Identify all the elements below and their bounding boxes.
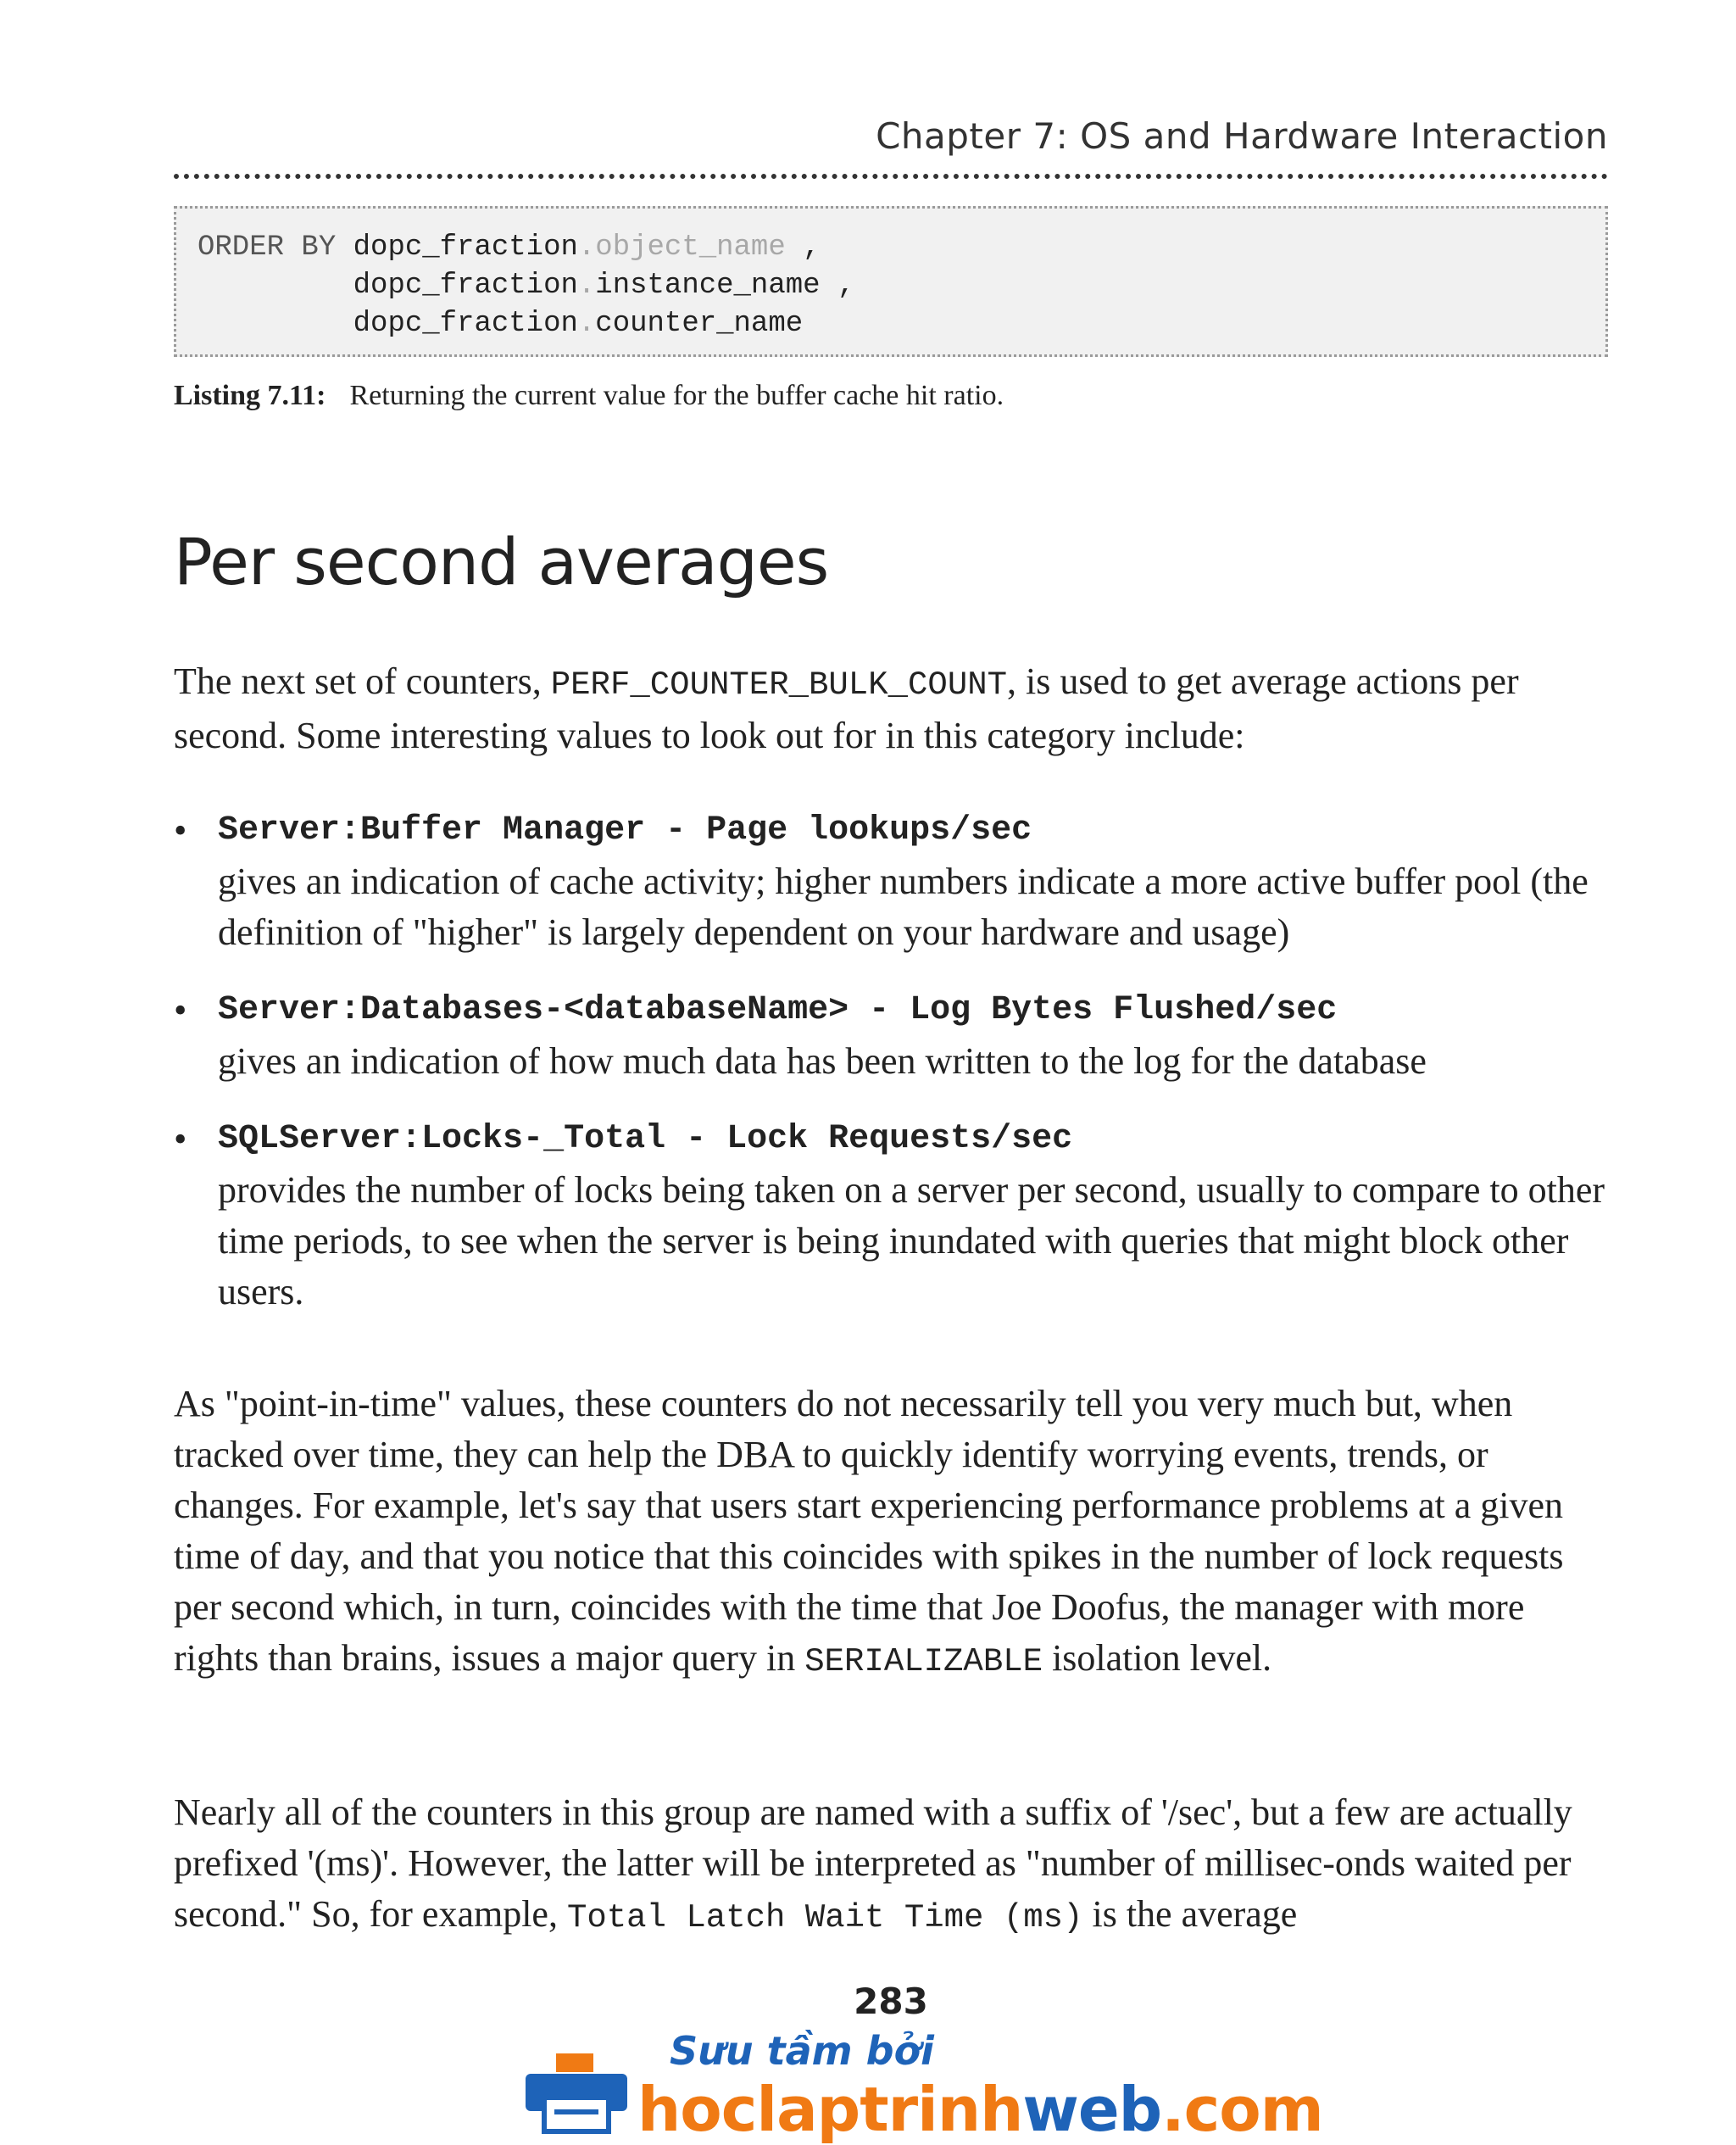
running-head: Chapter 7: OS and Hardware Interaction — [876, 115, 1608, 157]
listing-caption — [174, 380, 1004, 412]
counter-name: SQLServer:Locks-_Total - Lock Requests/sec — [218, 1120, 1073, 1158]
code-listing — [174, 206, 1608, 357]
paragraph-text: Nearly all of the counters in this group are named with a suffix of '/sec', but a few are actually prefixed '(ms)'. However, the latter will be interpreted as "number of millisec-onds waited per second." So, for example, — [174, 1791, 1572, 1935]
code-dot: . — [577, 308, 596, 340]
code-suffix: , — [820, 270, 855, 302]
code-line-1 — [198, 229, 821, 267]
intro-paragraph — [174, 656, 1615, 761]
paragraph-text: As "point-in-time" values, these counters do not necessarily tell you very much but, when tracked over time, they can help the DBA to quickly identify worrying events, trends, or changes. For example, let's say that users start experiencing performance problems at a given time of day, and that you notice that this coincides with spikes in the number of lock requests per second which, in turn, coincides with the time that Joe Doofus, the manager with more rights than brains, issues a major query in — [174, 1383, 1564, 1679]
watermark-site — [637, 2075, 1323, 2143]
code-object: dopc_fraction — [353, 308, 578, 340]
counter-name: Server:Buffer Manager - Page lookups/sec — [218, 811, 1032, 850]
code-line-2 — [198, 267, 854, 305]
site-part: hoclaptrinh — [637, 2074, 1023, 2145]
code-dot: . — [577, 231, 596, 264]
code-object: dopc_fraction — [353, 231, 578, 264]
intro-text: The next set of counters, — [174, 660, 551, 702]
code-field: object_name — [595, 231, 786, 264]
counter-name: Server:Databases-<databaseName> - Log Bytes Flushed/sec — [218, 991, 1338, 1029]
header-dotted-rule — [174, 174, 1608, 179]
code-dot: . — [577, 270, 596, 302]
code-field: counter_name — [595, 308, 804, 340]
bullet-marker: • — [174, 810, 187, 851]
inline-code: PERF_COUNTER_BULK_COUNT — [550, 666, 1008, 704]
inline-code: SERIALIZABLE — [804, 1643, 1043, 1680]
watermark-tagline: Sưu tầm bởi — [670, 2028, 934, 2074]
counter-description: provides the number of locks being taken on a server per second, usually to compare to other time periods, to see when the server is being inundated with queries that might block other users. — [218, 1169, 1605, 1312]
paragraph-text-end: is the average — [1082, 1893, 1298, 1935]
section-title: Per second averages — [174, 524, 829, 599]
code-suffix: , — [785, 231, 821, 264]
intro-text-end: , is used to get average actions per second. Some interesting values to look out for in this category include: — [174, 660, 1519, 756]
code-object: dopc_fraction — [353, 270, 578, 302]
bullet-marker: • — [174, 1118, 187, 1160]
paragraph-text-end: isolation level. — [1043, 1637, 1272, 1679]
inline-code: Total Latch Wait Time (ms) — [566, 1899, 1083, 1936]
site-part: web — [1022, 2074, 1162, 2145]
page-number: 283 — [854, 1981, 928, 2022]
caption-label: Listing 7.11: — [174, 380, 326, 411]
code-keyword: ORDER BY — [198, 231, 337, 264]
code-line-3 — [198, 305, 803, 343]
watermark-logo — [526, 2028, 1323, 2145]
body-paragraph-2 — [174, 1379, 1615, 1687]
printer-icon — [526, 2050, 627, 2135]
body-paragraph-3 — [174, 1787, 1615, 1943]
bullet-marker: • — [174, 989, 187, 1031]
code-field: instance_name — [595, 270, 821, 302]
site-part: .com — [1161, 2074, 1323, 2145]
counter-description: gives an indication of cache activity; higher numbers indicate a more active buffer pool (the definition of "higher" is largely dependent on your hardware and usage) — [218, 861, 1589, 953]
counter-description: gives an indication of how much data has been written to the log for the database — [218, 1040, 1427, 1082]
caption-text: Returning the current value for the buffer cache hit ratio. — [349, 380, 1004, 411]
